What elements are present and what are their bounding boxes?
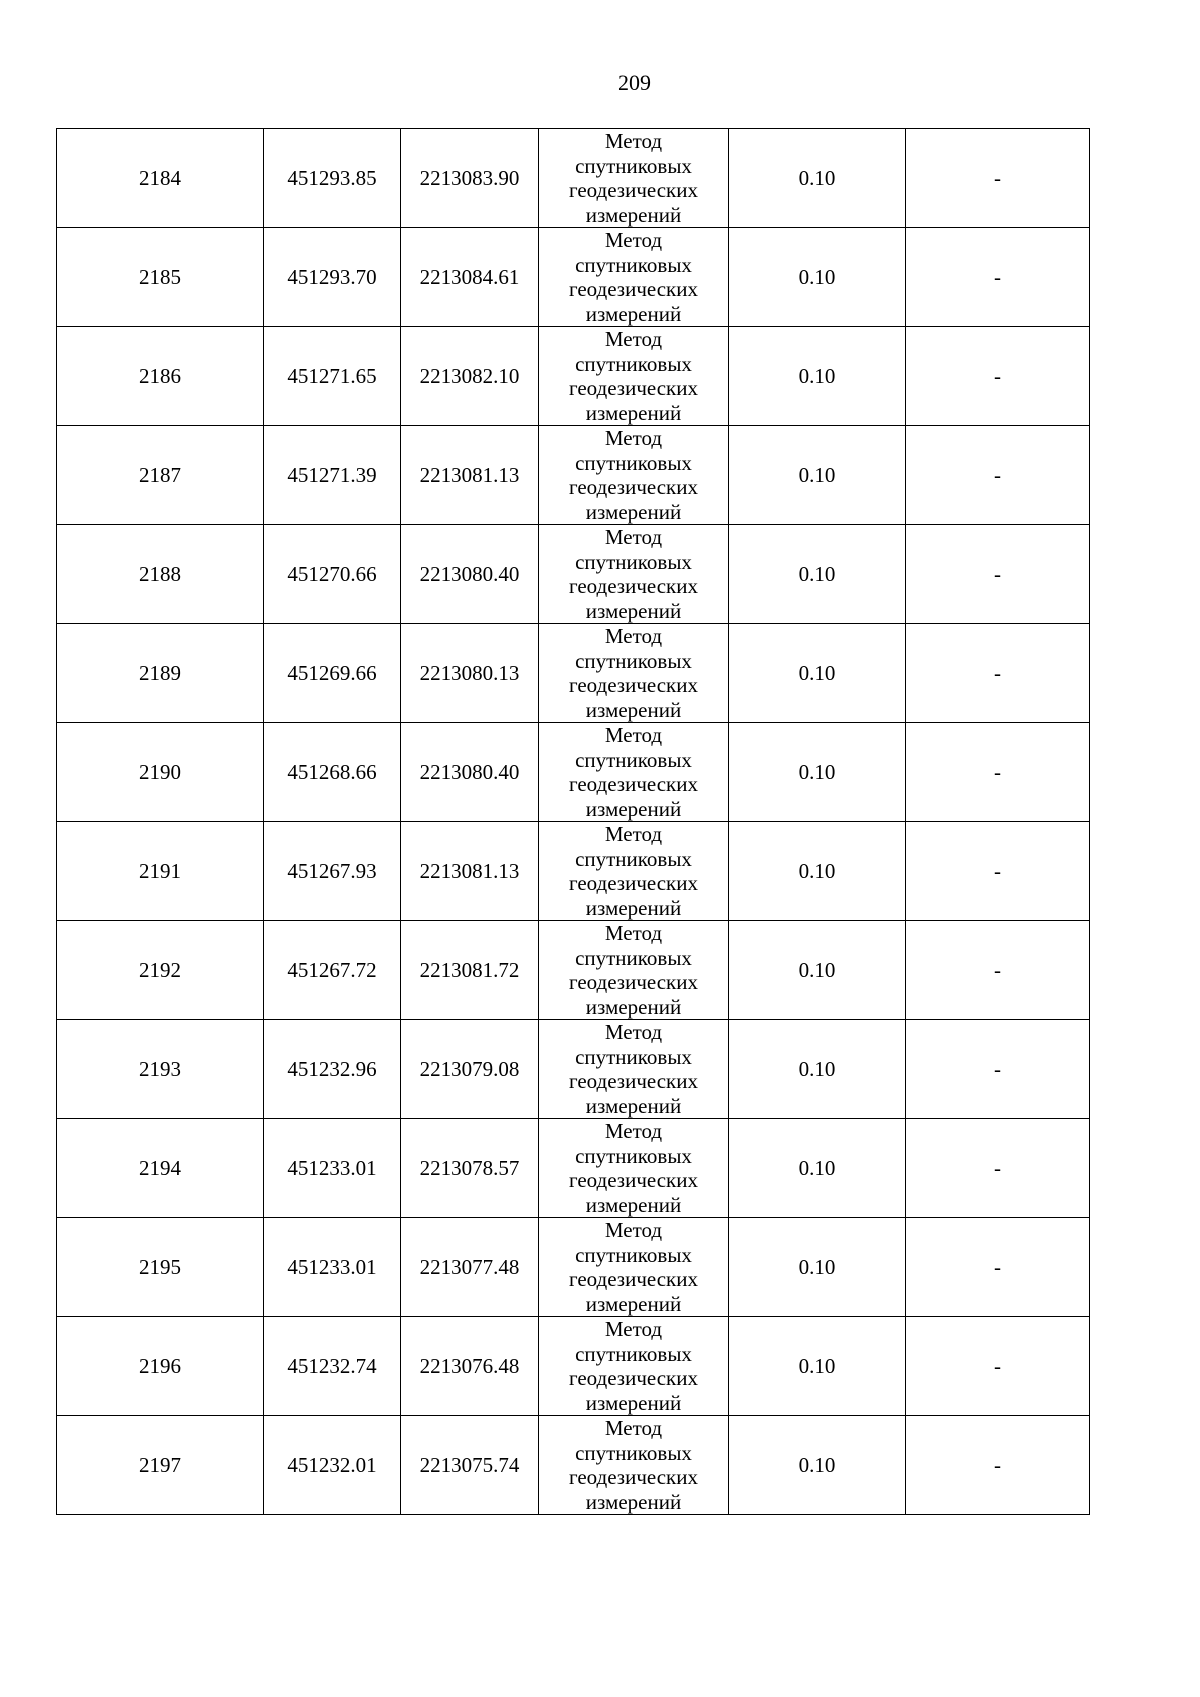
method-line: Метод [604, 822, 663, 846]
method-line: Метод [604, 228, 663, 252]
method-cell [539, 624, 729, 723]
method-line: геодезических [568, 277, 698, 301]
note-cell: - [906, 822, 1090, 921]
table-body [57, 129, 1090, 1515]
accuracy-cell: 0.10 [729, 1119, 906, 1218]
method-line: спутниковых [575, 351, 692, 376]
x-coordinate-cell: 451271.39 [264, 426, 401, 525]
method-cell [539, 1218, 729, 1317]
point-number-cell: 2184 [57, 129, 264, 228]
y-coordinate-cell: 2213080.13 [401, 624, 539, 723]
x-coordinate-cell: 451233.01 [264, 1218, 401, 1317]
method-cell [539, 1119, 729, 1218]
point-number-cell: 2195 [57, 1218, 264, 1317]
note-cell: - [906, 327, 1090, 426]
point-number-cell: 2196 [57, 1317, 264, 1416]
point-number-cell: 2192 [57, 921, 264, 1020]
x-coordinate-cell: 451293.70 [264, 228, 401, 327]
table-row [57, 525, 1090, 624]
method-line: геодезических [568, 772, 698, 796]
table-row [57, 228, 1090, 327]
method-line: Метод [604, 1218, 663, 1242]
table-row [57, 426, 1090, 525]
y-coordinate-cell: 2213076.48 [401, 1317, 539, 1416]
method-cell [539, 426, 729, 525]
table-row [57, 1119, 1090, 1218]
method-line: измерений [585, 400, 682, 425]
note-cell: - [906, 624, 1090, 723]
method-line: геодезических [568, 178, 698, 202]
y-coordinate-cell: 2213084.61 [401, 228, 539, 327]
point-number-cell: 2194 [57, 1119, 264, 1218]
accuracy-cell: 0.10 [729, 426, 906, 525]
method-cell [539, 921, 729, 1020]
method-line: Метод [604, 1317, 663, 1341]
note-cell: - [906, 723, 1090, 822]
method-line: спутниковых [575, 252, 692, 277]
x-coordinate-cell: 451232.01 [264, 1416, 401, 1515]
y-coordinate-cell: 2213078.57 [401, 1119, 539, 1218]
method-line: спутниковых [575, 1143, 692, 1168]
x-coordinate-cell: 451271.65 [264, 327, 401, 426]
method-line: спутниковых [575, 549, 692, 574]
x-coordinate-cell: 451293.85 [264, 129, 401, 228]
accuracy-cell: 0.10 [729, 1317, 906, 1416]
y-coordinate-cell: 2213080.40 [401, 723, 539, 822]
method-line: измерений [585, 598, 682, 623]
x-coordinate-cell: 451232.74 [264, 1317, 401, 1416]
accuracy-cell: 0.10 [729, 327, 906, 426]
y-coordinate-cell: 2213081.72 [401, 921, 539, 1020]
method-line: геодезических [568, 1366, 698, 1390]
method-line: Метод [604, 129, 663, 153]
accuracy-cell: 0.10 [729, 723, 906, 822]
method-line: Метод [604, 1416, 663, 1440]
table-row [57, 1416, 1090, 1515]
note-cell: - [906, 426, 1090, 525]
table-row [57, 1218, 1090, 1317]
point-number-cell: 2185 [57, 228, 264, 327]
method-line: измерений [585, 1390, 682, 1415]
method-line: спутниковых [575, 1044, 692, 1069]
point-number-cell: 2191 [57, 822, 264, 921]
accuracy-cell: 0.10 [729, 624, 906, 723]
method-line: измерений [585, 1489, 682, 1514]
method-line: измерений [585, 202, 682, 227]
method-line: геодезических [568, 574, 698, 598]
method-line: измерений [585, 895, 682, 920]
y-coordinate-cell: 2213077.48 [401, 1218, 539, 1317]
point-number-cell: 2188 [57, 525, 264, 624]
method-line: спутниковых [575, 1242, 692, 1267]
accuracy-cell: 0.10 [729, 1020, 906, 1119]
accuracy-cell: 0.10 [729, 525, 906, 624]
point-number-cell: 2190 [57, 723, 264, 822]
method-line: спутниковых [575, 153, 692, 178]
table-row [57, 822, 1090, 921]
method-cell [539, 1416, 729, 1515]
y-coordinate-cell: 2213080.40 [401, 525, 539, 624]
point-number-cell: 2186 [57, 327, 264, 426]
method-line: измерений [585, 1093, 682, 1118]
table-row [57, 1020, 1090, 1119]
method-line: измерений [585, 301, 682, 326]
x-coordinate-cell: 451232.96 [264, 1020, 401, 1119]
method-line: геодезических [568, 871, 698, 895]
note-cell: - [906, 1218, 1090, 1317]
method-line: измерений [585, 1192, 682, 1217]
note-cell: - [906, 525, 1090, 624]
method-line: спутниковых [575, 648, 692, 673]
accuracy-cell: 0.10 [729, 822, 906, 921]
x-coordinate-cell: 451269.66 [264, 624, 401, 723]
point-number-cell: 2197 [57, 1416, 264, 1515]
accuracy-cell: 0.10 [729, 1416, 906, 1515]
y-coordinate-cell: 2213075.74 [401, 1416, 539, 1515]
table-row [57, 723, 1090, 822]
note-cell: - [906, 1020, 1090, 1119]
x-coordinate-cell: 451270.66 [264, 525, 401, 624]
point-number-cell: 2189 [57, 624, 264, 723]
method-cell [539, 1317, 729, 1416]
method-line: геодезических [568, 475, 698, 499]
note-cell: - [906, 1416, 1090, 1515]
method-line: Метод [604, 327, 663, 351]
method-line: Метод [604, 921, 663, 945]
x-coordinate-cell: 451267.93 [264, 822, 401, 921]
method-line: Метод [604, 1119, 663, 1143]
note-cell: - [906, 1317, 1090, 1416]
method-line: геодезических [568, 376, 698, 400]
method-line: геодезических [568, 673, 698, 697]
method-cell [539, 1020, 729, 1119]
method-line: спутниковых [575, 1341, 692, 1366]
method-line: спутниковых [575, 747, 692, 772]
method-line: геодезических [568, 1267, 698, 1291]
x-coordinate-cell: 451267.72 [264, 921, 401, 1020]
method-line: измерений [585, 994, 682, 1019]
table-row [57, 921, 1090, 1020]
note-cell: - [906, 228, 1090, 327]
method-line: геодезических [568, 1168, 698, 1192]
method-line: измерений [585, 1291, 682, 1316]
method-cell [539, 525, 729, 624]
method-cell [539, 129, 729, 228]
y-coordinate-cell: 2213083.90 [401, 129, 539, 228]
coordinates-table [56, 128, 1090, 1515]
method-cell [539, 723, 729, 822]
accuracy-cell: 0.10 [729, 921, 906, 1020]
method-line: Метод [604, 624, 663, 648]
table-row [57, 624, 1090, 723]
table-row [57, 327, 1090, 426]
method-line: геодезических [568, 1465, 698, 1489]
method-line: геодезических [568, 1069, 698, 1093]
note-cell: - [906, 1119, 1090, 1218]
point-number-cell: 2193 [57, 1020, 264, 1119]
note-cell: - [906, 129, 1090, 228]
y-coordinate-cell: 2213082.10 [401, 327, 539, 426]
y-coordinate-cell: 2213079.08 [401, 1020, 539, 1119]
x-coordinate-cell: 451268.66 [264, 723, 401, 822]
accuracy-cell: 0.10 [729, 129, 906, 228]
method-line: измерений [585, 697, 682, 722]
note-cell: - [906, 921, 1090, 1020]
table-row [57, 1317, 1090, 1416]
method-line: Метод [604, 723, 663, 747]
method-line: измерений [585, 499, 682, 524]
method-line: Метод [604, 525, 663, 549]
method-cell [539, 228, 729, 327]
method-cell [539, 822, 729, 921]
y-coordinate-cell: 2213081.13 [401, 822, 539, 921]
y-coordinate-cell: 2213081.13 [401, 426, 539, 525]
x-coordinate-cell: 451233.01 [264, 1119, 401, 1218]
accuracy-cell: 0.10 [729, 1218, 906, 1317]
method-line: спутниковых [575, 945, 692, 970]
method-line: измерений [585, 796, 682, 821]
method-line: Метод [604, 426, 663, 450]
method-line: спутниковых [575, 846, 692, 871]
accuracy-cell: 0.10 [729, 228, 906, 327]
method-line: Метод [604, 1020, 663, 1044]
method-line: геодезических [568, 970, 698, 994]
method-line: спутниковых [575, 450, 692, 475]
point-number-cell: 2187 [57, 426, 264, 525]
page-number: 209 [618, 70, 651, 95]
table-row [57, 129, 1090, 228]
method-line: спутниковых [575, 1440, 692, 1465]
method-cell [539, 327, 729, 426]
